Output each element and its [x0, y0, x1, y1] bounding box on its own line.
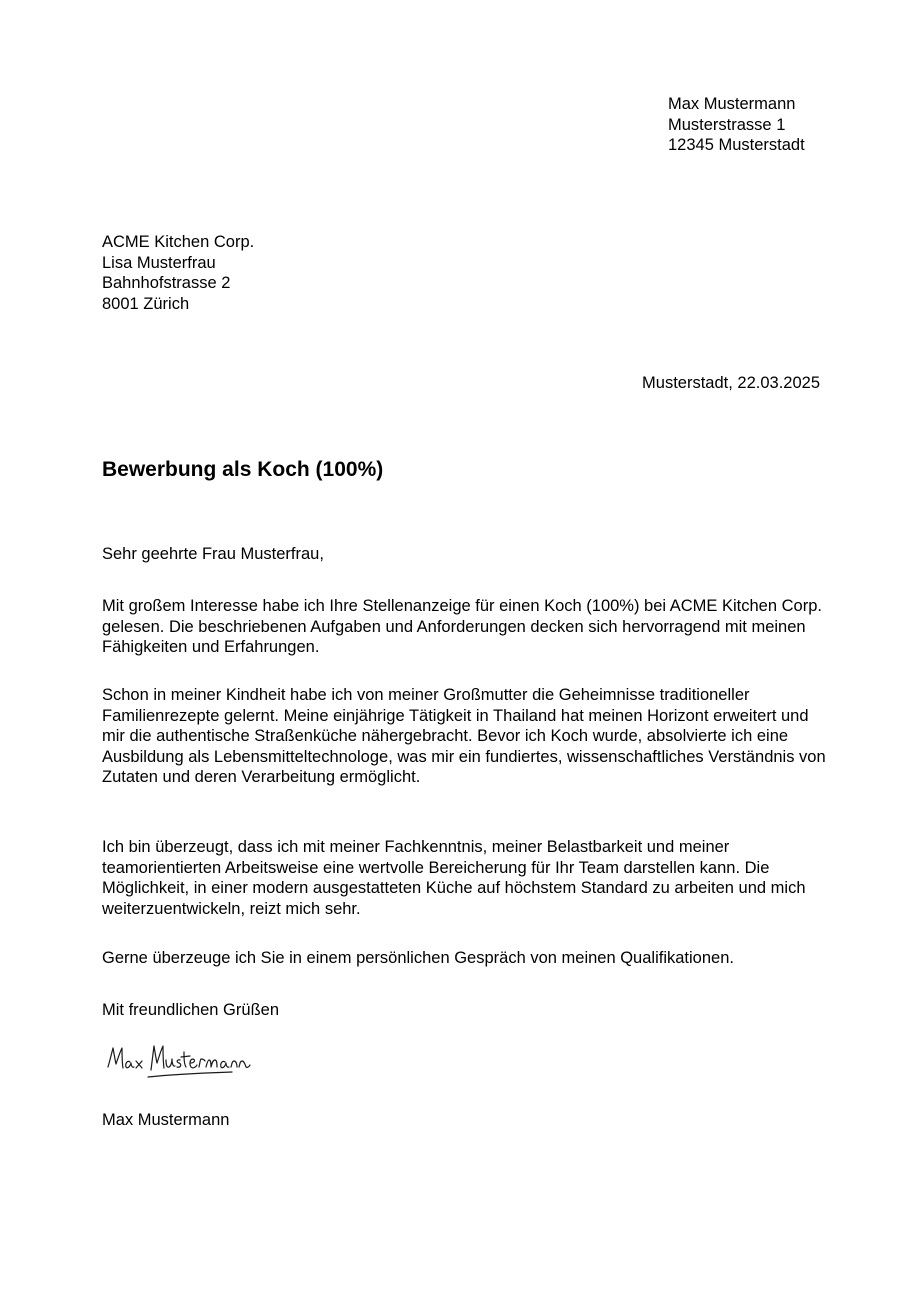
body-paragraph-1: Mit großem Interesse habe ich Ihre Stellenanzeige für einen Koch (100%) bei ACME Kitchen Corp. gelesen. Die beschriebenen Aufgaben und Anforderungen decken sich hervorragend mit meinen Fähigkeiten und Erfahrungen. [102, 597, 822, 657]
recipient-street: Bahnhofstrasse 2 [102, 274, 231, 293]
closing-phrase: Mit freundlichen Grüßen [102, 1001, 279, 1019]
date-line: Musterstadt, 22.03.2025 [642, 374, 820, 392]
recipient-contact: Lisa Musterfrau [102, 253, 216, 272]
sender-city: 12345 Musterstadt [668, 136, 805, 155]
salutation: Sehr geehrte Frau Musterfrau, [102, 545, 324, 563]
sender-address-block [668, 94, 805, 156]
sender-street: Musterstrasse 1 [668, 115, 786, 134]
sender-name: Max Mustermann [668, 95, 796, 113]
recipient-address-block [102, 232, 254, 314]
handwritten-signature [104, 1040, 254, 1082]
recipient-city: 8001 Zürich [102, 294, 190, 313]
letter-subject: Bewerbung als Koch (100%) [102, 458, 384, 481]
signer-name: Max Mustermann [102, 1111, 230, 1129]
body-paragraph-4: Gerne überzeuge ich Sie in einem persönlichen Gespräch von meinen Qualifikationen. [102, 949, 734, 967]
body-paragraph-3: Ich bin überzeugt, dass ich mit meiner Fachkenntnis, meiner Belastbarkeit und meiner teamorientierten Arbeitsweise eine wertvolle Bereicherung für Ihr Team darstellen kann. Die Möglichkeit, in einer modern ausgestatteten Küche auf höchstem Standard zu arbeiten und mich weiterzuentwickeln, reizt mich sehr. [102, 838, 806, 918]
body-paragraph-2: Schon in meiner Kindheit habe ich von meiner Großmutter die Geheimnisse traditioneller Familienrezepte gelernt. Meine einjährige Tätigkeit in Thailand hat meinen Horizont erweitert und mir die authentische Straßenküche nähergebracht. Bevor ich Koch wurde, absolvierte ich eine Ausbildung als Lebensmitteltechnologe, was mir ein fundiertes, wissenschaftliches Verständnis von Zutaten und deren Verarbeitung ermöglicht. [102, 686, 826, 787]
recipient-company: ACME Kitchen Corp. [102, 233, 255, 251]
